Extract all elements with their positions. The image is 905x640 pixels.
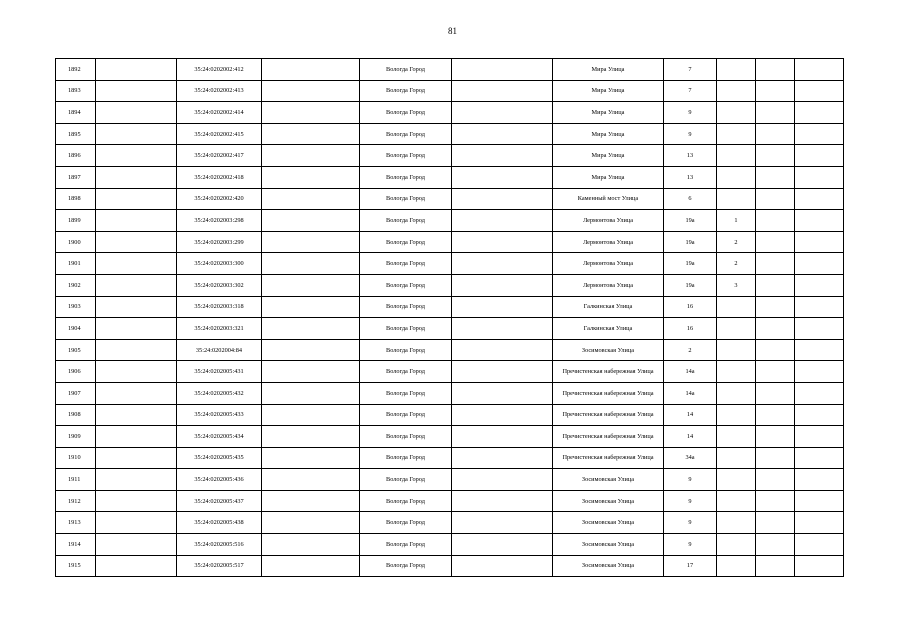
empty-cell	[452, 339, 553, 361]
empty-cell	[96, 145, 177, 167]
empty-cell	[96, 296, 177, 318]
empty-cell	[795, 253, 844, 275]
street-cell: Мира Улица	[553, 59, 664, 81]
table-row	[56, 490, 844, 512]
cadastral-number-cell: 35:24:0202003:299	[177, 231, 262, 253]
building-number-cell: 3	[717, 274, 756, 296]
empty-cell	[756, 512, 795, 534]
empty-cell	[452, 382, 553, 404]
row-number-cell: 1892	[56, 59, 96, 81]
table-row	[56, 253, 844, 275]
street-cell: Зосимовская Улица	[553, 555, 664, 577]
house-number-cell: 17	[664, 555, 717, 577]
street-cell: Лермонтова Улица	[553, 210, 664, 232]
empty-cell	[452, 188, 553, 210]
cadastral-number-cell: 35:24:0202005:431	[177, 361, 262, 383]
row-number-cell: 1901	[56, 253, 96, 275]
row-number-cell: 1899	[56, 210, 96, 232]
empty-cell	[795, 59, 844, 81]
city-cell: Вологда Город	[360, 253, 452, 275]
empty-cell	[452, 555, 553, 577]
city-cell: Вологда Город	[360, 231, 452, 253]
empty-cell	[756, 59, 795, 81]
empty-cell	[756, 231, 795, 253]
building-number-cell	[717, 80, 756, 102]
empty-cell	[96, 318, 177, 340]
row-number-cell: 1900	[56, 231, 96, 253]
empty-cell	[795, 123, 844, 145]
street-cell: Лермонтова Улица	[553, 274, 664, 296]
row-number-cell: 1915	[56, 555, 96, 577]
empty-cell	[262, 166, 360, 188]
city-cell: Вологда Город	[360, 123, 452, 145]
empty-cell	[96, 534, 177, 556]
cadastral-number-cell: 35:24:0202004:84	[177, 339, 262, 361]
empty-cell	[96, 231, 177, 253]
empty-cell	[452, 361, 553, 383]
house-number-cell: 9	[664, 123, 717, 145]
street-cell: Пречистенская набережная Улица	[553, 404, 664, 426]
cadastral-number-cell: 35:24:0202005:438	[177, 512, 262, 534]
building-number-cell	[717, 382, 756, 404]
empty-cell	[262, 404, 360, 426]
cadastral-number-cell: 35:24:0202002:418	[177, 166, 262, 188]
empty-cell	[262, 382, 360, 404]
empty-cell	[756, 469, 795, 491]
empty-cell	[756, 490, 795, 512]
cadastral-number-cell: 35:24:0202003:321	[177, 318, 262, 340]
empty-cell	[96, 382, 177, 404]
empty-cell	[756, 382, 795, 404]
empty-cell	[756, 166, 795, 188]
house-number-cell: 19а	[664, 253, 717, 275]
city-cell: Вологда Город	[360, 404, 452, 426]
city-cell: Вологда Город	[360, 469, 452, 491]
empty-cell	[262, 188, 360, 210]
cadastral-number-cell: 35:24:0202003:318	[177, 296, 262, 318]
empty-cell	[452, 274, 553, 296]
empty-cell	[96, 102, 177, 124]
house-number-cell: 13	[664, 166, 717, 188]
street-cell: Галкинская Улица	[553, 296, 664, 318]
empty-cell	[795, 534, 844, 556]
table-row	[56, 80, 844, 102]
house-number-cell: 9	[664, 534, 717, 556]
row-number-cell: 1912	[56, 490, 96, 512]
empty-cell	[96, 426, 177, 448]
table-row	[56, 512, 844, 534]
building-number-cell	[717, 447, 756, 469]
table-row	[56, 426, 844, 448]
empty-cell	[262, 274, 360, 296]
empty-cell	[756, 555, 795, 577]
building-number-cell: 2	[717, 231, 756, 253]
city-cell: Вологда Город	[360, 80, 452, 102]
empty-cell	[96, 166, 177, 188]
row-number-cell: 1905	[56, 339, 96, 361]
empty-cell	[262, 296, 360, 318]
empty-cell	[756, 339, 795, 361]
empty-cell	[756, 534, 795, 556]
table-row	[56, 382, 844, 404]
building-number-cell: 1	[717, 210, 756, 232]
cadastral-number-cell: 35:24:0202005:517	[177, 555, 262, 577]
street-cell: Зосимовская Улица	[553, 512, 664, 534]
house-number-cell: 19а	[664, 274, 717, 296]
table-row	[56, 188, 844, 210]
city-cell: Вологда Город	[360, 426, 452, 448]
empty-cell	[96, 490, 177, 512]
table-row	[56, 59, 844, 81]
empty-cell	[452, 318, 553, 340]
registry-table	[55, 58, 844, 577]
empty-cell	[96, 253, 177, 275]
table-row	[56, 102, 844, 124]
row-number-cell: 1913	[56, 512, 96, 534]
table-row	[56, 339, 844, 361]
city-cell: Вологда Город	[360, 102, 452, 124]
empty-cell	[795, 469, 844, 491]
empty-cell	[795, 145, 844, 167]
building-number-cell	[717, 318, 756, 340]
row-number-cell: 1902	[56, 274, 96, 296]
table-row	[56, 447, 844, 469]
building-number-cell	[717, 145, 756, 167]
empty-cell	[795, 555, 844, 577]
empty-cell	[96, 447, 177, 469]
empty-cell	[262, 490, 360, 512]
empty-cell	[452, 490, 553, 512]
empty-cell	[262, 318, 360, 340]
empty-cell	[262, 253, 360, 275]
cadastral-number-cell: 35:24:0202002:413	[177, 80, 262, 102]
empty-cell	[452, 59, 553, 81]
table-row	[56, 469, 844, 491]
empty-cell	[96, 555, 177, 577]
empty-cell	[795, 404, 844, 426]
empty-cell	[795, 318, 844, 340]
registry-body	[56, 59, 844, 577]
building-number-cell	[717, 534, 756, 556]
cadastral-number-cell: 35:24:0202005:433	[177, 404, 262, 426]
empty-cell	[452, 253, 553, 275]
empty-cell	[795, 512, 844, 534]
empty-cell	[452, 404, 553, 426]
empty-cell	[262, 447, 360, 469]
table-row	[56, 296, 844, 318]
building-number-cell	[717, 490, 756, 512]
empty-cell	[262, 555, 360, 577]
empty-cell	[756, 361, 795, 383]
city-cell: Вологда Город	[360, 447, 452, 469]
street-cell: Зосимовская Улица	[553, 469, 664, 491]
empty-cell	[262, 512, 360, 534]
empty-cell	[96, 361, 177, 383]
building-number-cell	[717, 512, 756, 534]
empty-cell	[452, 210, 553, 232]
row-number-cell: 1911	[56, 469, 96, 491]
street-cell: Зосимовская Улица	[553, 339, 664, 361]
house-number-cell: 14	[664, 404, 717, 426]
street-cell: Мира Улица	[553, 123, 664, 145]
city-cell: Вологда Город	[360, 512, 452, 534]
house-number-cell: 7	[664, 59, 717, 81]
empty-cell	[756, 102, 795, 124]
building-number-cell	[717, 404, 756, 426]
row-number-cell: 1895	[56, 123, 96, 145]
house-number-cell: 14	[664, 426, 717, 448]
city-cell: Вологда Город	[360, 339, 452, 361]
city-cell: Вологда Город	[360, 534, 452, 556]
empty-cell	[795, 231, 844, 253]
city-cell: Вологда Город	[360, 166, 452, 188]
building-number-cell	[717, 188, 756, 210]
cadastral-number-cell: 35:24:0202002:415	[177, 123, 262, 145]
cadastral-number-cell: 35:24:0202002:417	[177, 145, 262, 167]
city-cell: Вологда Город	[360, 490, 452, 512]
row-number-cell: 1909	[56, 426, 96, 448]
empty-cell	[262, 426, 360, 448]
empty-cell	[452, 123, 553, 145]
row-number-cell: 1904	[56, 318, 96, 340]
city-cell: Вологда Город	[360, 210, 452, 232]
street-cell: Галкинская Улица	[553, 318, 664, 340]
building-number-cell	[717, 102, 756, 124]
row-number-cell: 1906	[56, 361, 96, 383]
empty-cell	[795, 296, 844, 318]
house-number-cell: 14а	[664, 382, 717, 404]
building-number-cell	[717, 555, 756, 577]
empty-cell	[96, 210, 177, 232]
cadastral-number-cell: 35:24:0202003:300	[177, 253, 262, 275]
building-number-cell	[717, 426, 756, 448]
empty-cell	[756, 447, 795, 469]
empty-cell	[452, 447, 553, 469]
empty-cell	[795, 426, 844, 448]
house-number-cell: 9	[664, 102, 717, 124]
empty-cell	[452, 534, 553, 556]
empty-cell	[795, 339, 844, 361]
row-number-cell: 1907	[56, 382, 96, 404]
house-number-cell: 16	[664, 318, 717, 340]
table-row	[56, 318, 844, 340]
table-row	[56, 145, 844, 167]
empty-cell	[96, 188, 177, 210]
empty-cell	[262, 361, 360, 383]
empty-cell	[795, 361, 844, 383]
empty-cell	[262, 231, 360, 253]
row-number-cell: 1903	[56, 296, 96, 318]
row-number-cell: 1914	[56, 534, 96, 556]
house-number-cell: 2	[664, 339, 717, 361]
empty-cell	[452, 512, 553, 534]
empty-cell	[96, 404, 177, 426]
table-row	[56, 404, 844, 426]
street-cell: Мира Улица	[553, 102, 664, 124]
empty-cell	[452, 469, 553, 491]
street-cell: Зосимовская Улица	[553, 534, 664, 556]
street-cell: Мира Улица	[553, 166, 664, 188]
street-cell: Зосимовская Улица	[553, 490, 664, 512]
empty-cell	[262, 102, 360, 124]
empty-cell	[756, 274, 795, 296]
house-number-cell: 13	[664, 145, 717, 167]
city-cell: Вологда Город	[360, 361, 452, 383]
cadastral-number-cell: 35:24:0202005:516	[177, 534, 262, 556]
building-number-cell	[717, 123, 756, 145]
empty-cell	[756, 296, 795, 318]
cadastral-number-cell: 35:24:0202005:437	[177, 490, 262, 512]
table-row	[56, 123, 844, 145]
street-cell: Каменный мост Улица	[553, 188, 664, 210]
row-number-cell: 1894	[56, 102, 96, 124]
house-number-cell: 9	[664, 512, 717, 534]
building-number-cell	[717, 361, 756, 383]
empty-cell	[795, 382, 844, 404]
empty-cell	[96, 123, 177, 145]
building-number-cell	[717, 296, 756, 318]
street-cell: Пречистенская набережная Улица	[553, 382, 664, 404]
empty-cell	[96, 274, 177, 296]
empty-cell	[262, 534, 360, 556]
street-cell: Лермонтова Улица	[553, 231, 664, 253]
empty-cell	[452, 145, 553, 167]
empty-cell	[262, 80, 360, 102]
empty-cell	[452, 80, 553, 102]
street-cell: Мира Улица	[553, 145, 664, 167]
house-number-cell: 7	[664, 80, 717, 102]
empty-cell	[795, 274, 844, 296]
empty-cell	[795, 166, 844, 188]
empty-cell	[756, 188, 795, 210]
cadastral-number-cell: 35:24:0202002:420	[177, 188, 262, 210]
empty-cell	[262, 145, 360, 167]
empty-cell	[452, 296, 553, 318]
table-row	[56, 210, 844, 232]
house-number-cell: 16	[664, 296, 717, 318]
cadastral-number-cell: 35:24:0202003:298	[177, 210, 262, 232]
table-row	[56, 166, 844, 188]
cadastral-number-cell: 35:24:0202002:414	[177, 102, 262, 124]
empty-cell	[795, 188, 844, 210]
empty-cell	[756, 426, 795, 448]
cadastral-number-cell: 35:24:0202005:434	[177, 426, 262, 448]
house-number-cell: 19а	[664, 231, 717, 253]
empty-cell	[262, 210, 360, 232]
house-number-cell: 9	[664, 490, 717, 512]
empty-cell	[96, 339, 177, 361]
empty-cell	[795, 80, 844, 102]
building-number-cell	[717, 166, 756, 188]
street-cell: Пречистенская набережная Улица	[553, 447, 664, 469]
empty-cell	[756, 318, 795, 340]
street-cell: Мира Улица	[553, 80, 664, 102]
city-cell: Вологда Город	[360, 296, 452, 318]
building-number-cell	[717, 469, 756, 491]
empty-cell	[262, 123, 360, 145]
city-cell: Вологда Город	[360, 555, 452, 577]
cadastral-number-cell: 35:24:0202005:432	[177, 382, 262, 404]
empty-cell	[452, 166, 553, 188]
cadastral-number-cell: 35:24:0202002:412	[177, 59, 262, 81]
empty-cell	[756, 404, 795, 426]
table-row	[56, 231, 844, 253]
row-number-cell: 1896	[56, 145, 96, 167]
empty-cell	[452, 231, 553, 253]
row-number-cell: 1897	[56, 166, 96, 188]
row-number-cell: 1893	[56, 80, 96, 102]
empty-cell	[756, 145, 795, 167]
building-number-cell	[717, 59, 756, 81]
empty-cell	[96, 80, 177, 102]
house-number-cell: 19а	[664, 210, 717, 232]
table-row	[56, 555, 844, 577]
table-row	[56, 534, 844, 556]
house-number-cell: 9	[664, 469, 717, 491]
empty-cell	[96, 59, 177, 81]
house-number-cell: 34а	[664, 447, 717, 469]
table-row	[56, 274, 844, 296]
row-number-cell: 1908	[56, 404, 96, 426]
city-cell: Вологда Город	[360, 274, 452, 296]
cadastral-number-cell: 35:24:0202005:435	[177, 447, 262, 469]
empty-cell	[795, 447, 844, 469]
city-cell: Вологда Город	[360, 145, 452, 167]
empty-cell	[452, 102, 553, 124]
house-number-cell: 14а	[664, 361, 717, 383]
building-number-cell: 2	[717, 253, 756, 275]
street-cell: Лермонтова Улица	[553, 253, 664, 275]
row-number-cell: 1898	[56, 188, 96, 210]
empty-cell	[262, 59, 360, 81]
empty-cell	[96, 512, 177, 534]
empty-cell	[756, 80, 795, 102]
empty-cell	[795, 490, 844, 512]
street-cell: Пречистенская набережная Улица	[553, 426, 664, 448]
table-row	[56, 361, 844, 383]
empty-cell	[262, 339, 360, 361]
city-cell: Вологда Город	[360, 188, 452, 210]
empty-cell	[452, 426, 553, 448]
city-cell: Вологда Город	[360, 59, 452, 81]
street-cell: Пречистенская набережная Улица	[553, 361, 664, 383]
house-number-cell: 6	[664, 188, 717, 210]
row-number-cell: 1910	[56, 447, 96, 469]
building-number-cell	[717, 339, 756, 361]
empty-cell	[756, 123, 795, 145]
empty-cell	[756, 253, 795, 275]
empty-cell	[96, 469, 177, 491]
city-cell: Вологда Город	[360, 382, 452, 404]
empty-cell	[795, 210, 844, 232]
empty-cell	[756, 210, 795, 232]
empty-cell	[262, 469, 360, 491]
cadastral-number-cell: 35:24:0202005:436	[177, 469, 262, 491]
empty-cell	[795, 102, 844, 124]
page-number: 81	[448, 26, 457, 36]
cadastral-number-cell: 35:24:0202003:302	[177, 274, 262, 296]
city-cell: Вологда Город	[360, 318, 452, 340]
